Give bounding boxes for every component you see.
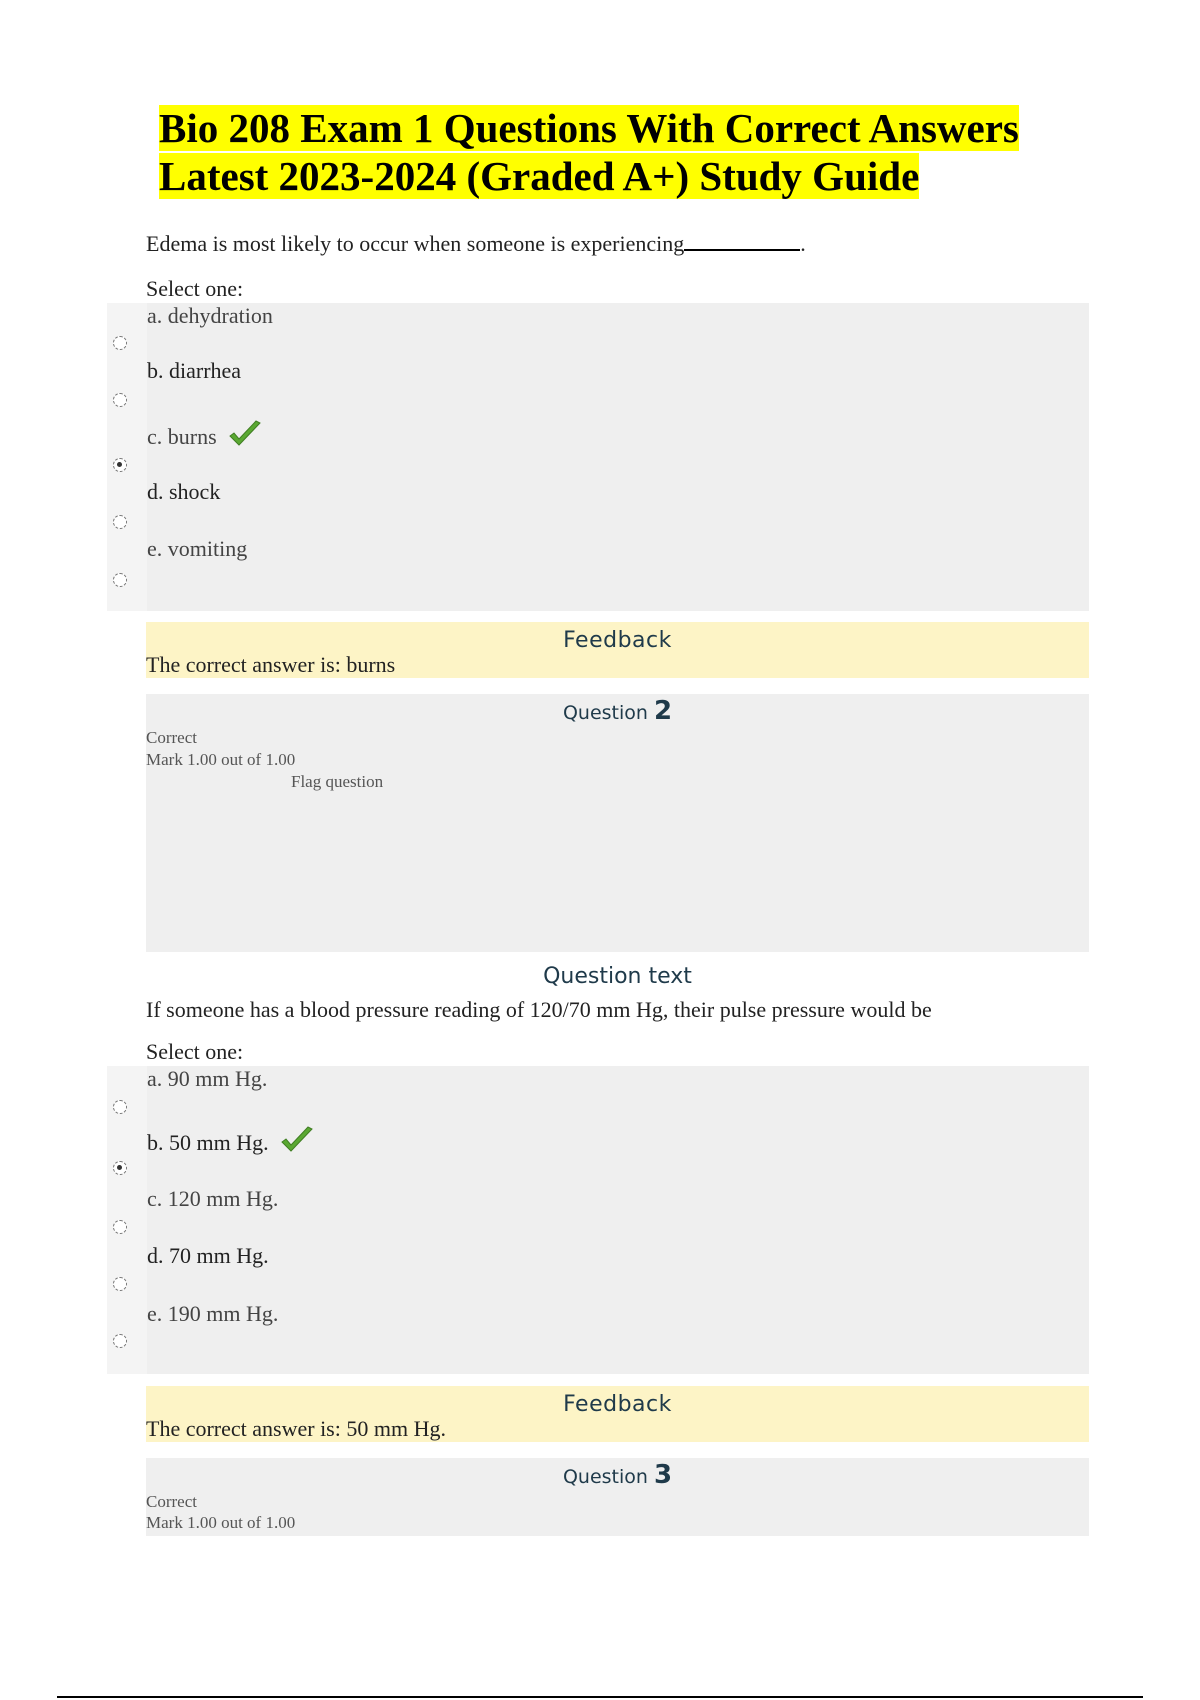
answer-blank — [684, 231, 800, 251]
title-line-1: Bio 208 Exam 1 Questions With Correct Answers — [159, 105, 1019, 151]
option-label: b. diarrhea — [147, 358, 242, 383]
option-label: d. shock — [147, 479, 221, 504]
option-c-radio[interactable] — [113, 458, 127, 472]
option-a-radio[interactable] — [113, 336, 127, 350]
option-a-radio[interactable] — [113, 1100, 127, 1114]
question-status: Correct — [146, 1492, 197, 1511]
correct-check-icon — [228, 420, 262, 448]
question-number: 3 — [653, 1460, 673, 1490]
question-2-feedback — [146, 1386, 1089, 1442]
flag-question-link[interactable]: Flag question — [291, 772, 384, 791]
option-e-radio[interactable] — [113, 1334, 127, 1348]
option-label: c. burns — [147, 424, 217, 449]
option-label: b. 50 mm Hg. — [147, 1130, 269, 1155]
option-d-radio[interactable] — [113, 515, 127, 529]
option-b-radio[interactable] — [113, 393, 127, 407]
question-mark: Mark 1.00 out of 1.00 — [146, 750, 296, 769]
option-c — [147, 420, 262, 450]
option-b — [147, 1126, 314, 1156]
question-3-heading — [146, 1460, 1089, 1490]
option-label: c. 120 mm Hg. — [147, 1186, 279, 1211]
correct-check-icon — [280, 1126, 314, 1154]
option-b-radio[interactable] — [113, 1161, 127, 1175]
feedback-text: The correct answer is: 50 mm Hg. — [146, 1416, 446, 1441]
option-d-radio[interactable] — [113, 1277, 127, 1291]
question-1-period: . — [800, 231, 806, 256]
question-number: 2 — [653, 696, 673, 726]
question-1-feedback — [146, 622, 1089, 678]
option-label: a. 90 mm Hg. — [147, 1066, 268, 1091]
question-1-text — [146, 231, 806, 257]
option-e-radio[interactable] — [113, 573, 127, 587]
option-label: e. vomiting — [147, 536, 248, 561]
question-mark: Mark 1.00 out of 1.00 — [146, 1513, 296, 1532]
feedback-text: The correct answer is: burns — [146, 652, 396, 677]
page-bottom-rule — [57, 1696, 1143, 1698]
options-gutter — [107, 1066, 147, 1374]
option-label: d. 70 mm Hg. — [147, 1243, 269, 1268]
feedback-heading: Feedback — [563, 628, 672, 653]
question-2-info — [146, 694, 1089, 952]
question-word: Question — [562, 702, 648, 724]
title-line-2: Latest 2023-2024 (Graded A+) Study Guide — [159, 153, 920, 199]
question-2-options — [107, 1066, 1089, 1374]
question-status: Correct — [146, 728, 197, 747]
question-3-info — [146, 1458, 1089, 1536]
question-word: Question — [562, 1466, 648, 1488]
question-2-heading — [146, 696, 1089, 726]
feedback-heading: Feedback — [563, 1392, 672, 1417]
question-1-stem: Edema is most likely to occur when someone is experiencing — [146, 231, 685, 256]
question-1-options — [107, 303, 1089, 611]
document-title — [159, 104, 1099, 200]
option-label: a. dehydration — [147, 303, 273, 328]
options-gutter — [107, 303, 147, 611]
option-label: e. 190 mm Hg. — [147, 1301, 279, 1326]
select-one-label: Select one: — [146, 276, 244, 301]
select-one-label: Select one: — [146, 1039, 244, 1064]
question-2-text: If someone has a blood pressure reading of 120/70 mm Hg, their pulse pressure would be — [146, 997, 932, 1022]
option-c-radio[interactable] — [113, 1220, 127, 1234]
question-text-label: Question text — [543, 964, 692, 989]
